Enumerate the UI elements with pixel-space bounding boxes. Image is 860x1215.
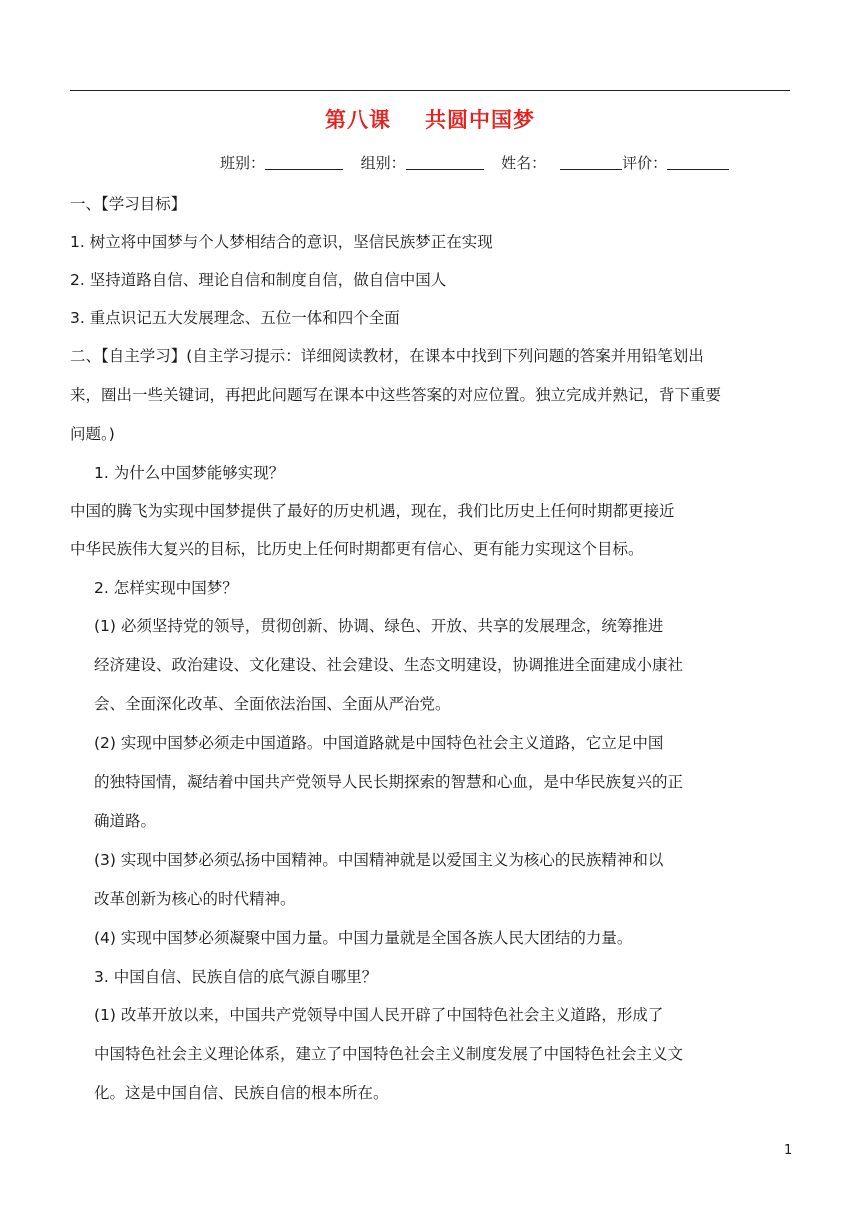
- answer-line: (1) 必须坚持党的领导，贯彻创新、协调、绿色、开放、共享的发展理念，统筹推进: [94, 617, 664, 635]
- lesson-title: [0, 104, 860, 134]
- page-number: 1: [784, 1143, 793, 1158]
- class-label: 班别：: [220, 154, 266, 172]
- header-rule: [70, 90, 790, 91]
- answer-line: 的独特国情，凝结着中国共产党领导人民长期探索的智慧和心血，是中华民族复兴的正: [94, 773, 684, 791]
- answer-line: 确道路。: [94, 812, 157, 830]
- answer-line: (3) 实现中国梦必须弘扬中国精神。中国精神就是以爱国主义为核心的民族精神和以: [94, 851, 664, 869]
- answer-line: (1) 改革开放以来，中国共产党领导中国人民开辟了中国特色社会主义道路，形成了: [94, 1006, 664, 1024]
- question-1: 1. 为什么中国梦能够实现？: [94, 464, 285, 482]
- objective-item: 1. 树立将中国梦与个人梦相结合的意识，坚信民族梦正在实现: [70, 233, 493, 251]
- lesson-number: 第八课: [325, 108, 391, 132]
- self-study-intro-line: 二、【自主学习】(自主学习提示：详细阅读教材，在课本中找到下列问题的答案并用铅笔划出: [70, 347, 704, 365]
- student-info-row: [220, 152, 729, 173]
- eval-blank[interactable]: [667, 155, 729, 170]
- objective-item: 2. 坚持道路自信、理论自信和制度自信，做自信中国人: [70, 271, 447, 289]
- name-blank[interactable]: [560, 155, 622, 170]
- answer-line: 经济建设、政治建设、文化建设、社会建设、生态文明建设，协调推进全面建成小康社: [94, 656, 684, 674]
- name-label: 姓名：: [501, 154, 547, 172]
- answer-line: 会、全面深化改革、全面依法治国、全面从严治党。: [94, 695, 451, 713]
- group-label: 组别：: [360, 154, 406, 172]
- eval-label: 评价：: [622, 154, 668, 172]
- question-3: 3. 中国自信、民族自信的底气源自哪里？: [94, 968, 378, 986]
- group-blank[interactable]: [406, 155, 484, 170]
- objective-item: 3. 重点识记五大发展理念、五位一体和四个全面: [70, 309, 400, 327]
- question-2: 2. 怎样实现中国梦？: [94, 579, 238, 597]
- answer-line: 中华民族伟大复兴的目标，比历史上任何时期都更有信心、更有能力实现这个目标。: [70, 540, 644, 558]
- answer-line: (4) 实现中国梦必须凝聚中国力量。中国力量就是全国各族人民大团结的力量。: [94, 929, 633, 947]
- answer-line: (2) 实现中国梦必须走中国道路。中国道路就是中国特色社会主义道路，它立足中国: [94, 734, 664, 752]
- answer-line: 改革创新为核心的时代精神。: [94, 890, 296, 908]
- class-blank[interactable]: [265, 155, 343, 170]
- self-study-intro-line: 问题。): [70, 425, 115, 443]
- answer-line: 化。这是中国自信、民族自信的根本所在。: [94, 1084, 389, 1102]
- answer-line: 中国的腾飞为实现中国梦提供了最好的历史机遇，现在，我们比历史上任何时期都更接近: [70, 502, 675, 520]
- lesson-name: 共圆中国梦: [425, 108, 535, 132]
- self-study-intro-line: 来，圈出一些关键词，再把此问题写在课本中这些答案的对应位置。独立完成并熟记，背下重要: [70, 386, 722, 404]
- section-heading-objectives: 一、【学习目标】: [70, 195, 187, 213]
- answer-line: 中国特色社会主义理论体系，建立了中国特色社会主义制度发展了中国特色社会主义文: [94, 1045, 684, 1063]
